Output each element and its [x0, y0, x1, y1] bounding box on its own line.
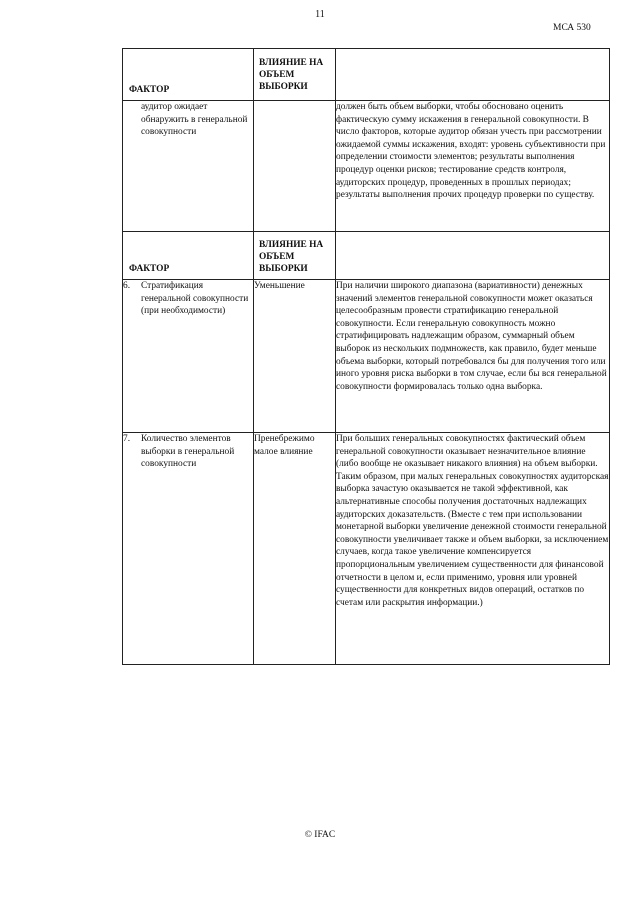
explanation-column-header: [336, 232, 610, 280]
page-footer: © IFAC: [304, 830, 336, 840]
row-number: 7.: [123, 434, 131, 444]
factor-cell: Стратификация генеральной совокупности (при необходимости): [141, 281, 249, 317]
explanation-cell: При наличии широкого диапазона (вариативности) денежных значений элементов генеральной совокупности может оказаться целесообразным провести стратификацию генеральной совокупности. Если генеральную совокупность можно стратифицировать надлежащим образом, суммарный объем выборок из нескольких подмножеств, как правило, будет меньше объема выборки, который потребовался бы для получения того или иного уровня риска выборки в том случае, если бы вся генеральной совокупности формировалась только одна выборка.: [336, 280, 610, 433]
factor-item: [123, 280, 253, 318]
impact-cell: Пренебрежимо малое влияние: [254, 433, 336, 665]
factors-table: [122, 48, 610, 665]
explanation-cell: При больших генеральных совокупностях фактический объем генеральной совокупности оказывает незначительное влияние (либо вообще не оказывает никакого влияния) на объем выборки. Таким образом, при малых генеральных совокупностях аудиторская выборка зачастую оказывается не такой эффективной, как альтернативные способы получения достаточных надлежащих аудиторских доказательств. (Вместе с тем при использовании монетарной выборки увеличение денежной стоимости генеральной совокупности увеличивает также и объем выборки, за исключением случаев, когда такое увеличение компенсируется пропорциональным увеличением существенности для финансовой отчетности в целом и, если применимо, уровня или уровней существенности для конкретных видов операций, остатков по счетам или раскрытия информации.): [336, 433, 610, 665]
impact-column-header: ВЛИЯНИЕ НА ОБЪЕМ ВЫБОРКИ: [254, 232, 336, 280]
table-header-row-repeat: [123, 232, 610, 280]
factor-column-header: ФАКТОР: [123, 49, 254, 101]
factor-cell: аудитор ожидает обнаружить в генеральной совокупности: [141, 102, 248, 138]
row-number: 6.: [123, 281, 131, 291]
impact-column-header: ВЛИЯНИЕ НА ОБЪЕМ ВЫБОРКИ: [254, 49, 336, 101]
table-row-continued: [123, 101, 610, 232]
page-number: 11: [315, 9, 325, 20]
explanation-cell: должен быть объем выборки, чтобы обосновано оценить фактическую сумму искажения в генеральной совокупности. В число факторов, которые аудитор обязан учесть при рассмотрении ожидаемой суммы искажения, входят: уровень субъективности при определении стоимости элементов; результаты выполнения процедур оценки рисков; тестирование средств контроля, аудиторских процедур, проведенных в прошлых периодах; результаты выполнения прочих процедур проверки по существу.: [336, 101, 610, 232]
factor-item: [123, 433, 253, 471]
document-code: МСА 530: [553, 23, 591, 33]
impact-cell: Уменьшение: [254, 280, 336, 433]
factor-cell: Количество элементов выборки в генеральной совокупности: [141, 434, 235, 470]
table-row: [123, 433, 610, 665]
factor-column-header: ФАКТОР: [123, 232, 254, 280]
explanation-column-header: [336, 49, 610, 101]
table-header-row: [123, 49, 610, 101]
impact-cell: [254, 101, 336, 232]
table-row: [123, 280, 610, 433]
